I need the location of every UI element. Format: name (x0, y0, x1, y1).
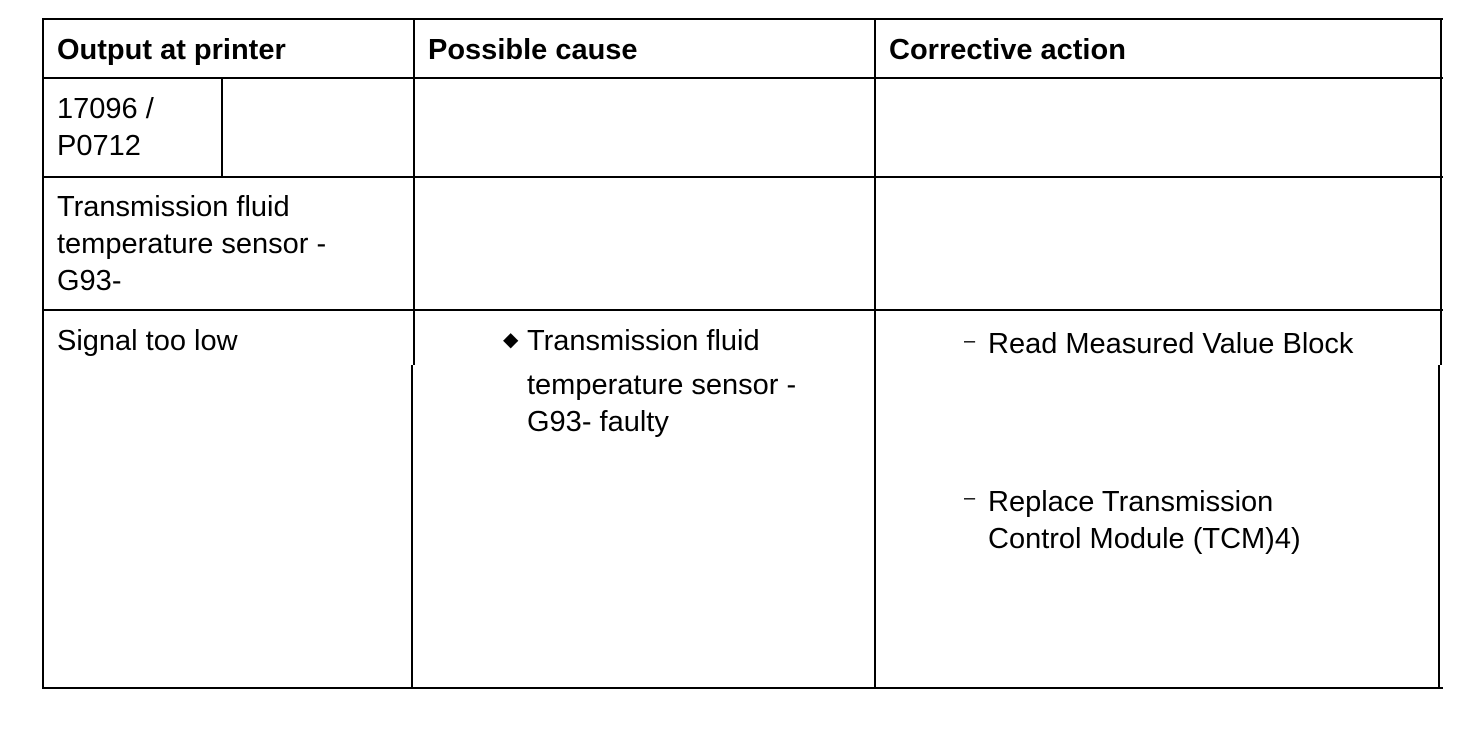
header-output-at-printer: Output at printer (57, 34, 286, 66)
row-divider-1 (42, 176, 1443, 178)
column-divider-1-lower (411, 365, 413, 689)
column-divider-2 (874, 18, 876, 689)
cause-line-1: Transmission fluid (527, 325, 760, 357)
component-line-3: G93- (57, 265, 122, 297)
component-line-1: Transmission fluid (57, 191, 290, 223)
fault-code-line-2: P0712 (57, 130, 141, 162)
table-border-right-lower (1438, 365, 1440, 689)
code-subcell-divider (221, 78, 223, 177)
row-divider-2 (42, 309, 1443, 311)
cause-line-2: temperature sensor - (527, 369, 797, 401)
action-2-line-1: Replace Transmission (988, 486, 1274, 518)
header-corrective-action: Corrective action (889, 34, 1126, 66)
diamond-bullet-icon: ◆ (503, 329, 519, 351)
cause-line-3: G93- faulty (527, 406, 669, 438)
table-border-left (42, 18, 44, 689)
action-2-dash-icon: – (964, 487, 976, 509)
table-border-bottom (42, 687, 1443, 689)
action-2-line-2: Control Module (TCM)4) (988, 523, 1301, 555)
header-divider (42, 77, 1443, 79)
table-border-right-upper (1440, 18, 1442, 365)
component-line-2: temperature sensor - (57, 228, 327, 260)
symptom-text: Signal too low (57, 325, 238, 357)
action-1-text: Read Measured Value Block (988, 328, 1354, 360)
column-divider-1-upper (413, 18, 415, 365)
table-border-top (42, 18, 1443, 20)
fault-code-line-1: 17096 / (57, 93, 154, 125)
header-possible-cause: Possible cause (428, 34, 638, 66)
action-1-dash-icon: – (964, 330, 976, 352)
